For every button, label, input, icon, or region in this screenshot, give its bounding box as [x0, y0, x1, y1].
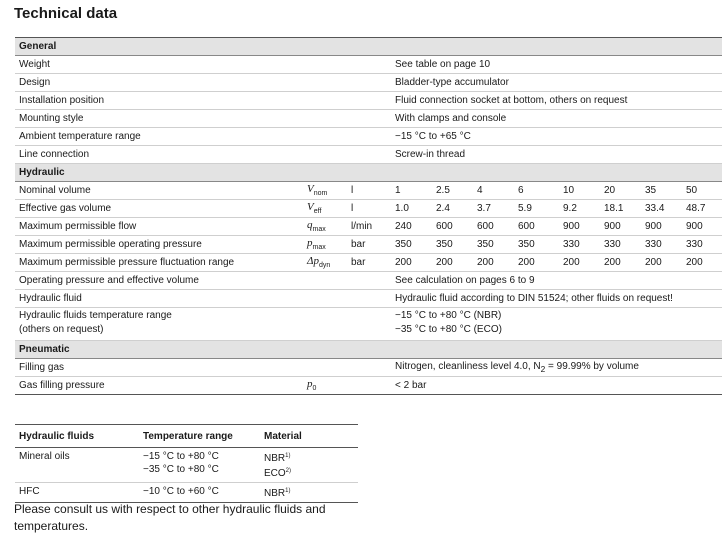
symbol-letter: p [307, 237, 313, 250]
material-name: NBR [264, 488, 286, 499]
row-label: Weight [15, 56, 391, 74]
row-label: Maximum permissible operating pressure [15, 236, 303, 254]
filling-gas-row [15, 359, 722, 377]
volume-value: 200 [600, 254, 641, 272]
row-label: Hydraulic fluid [15, 290, 391, 308]
volume-value: 35 [641, 182, 682, 200]
row-value: < 2 bar [391, 377, 722, 395]
symbol-subscript: eff [313, 208, 322, 216]
fluid-temp: −10 °C to +60 °C [139, 483, 260, 503]
volume-value: 200 [559, 254, 600, 272]
volume-value: 900 [559, 218, 600, 236]
symbol-subscript: 0 [312, 385, 317, 393]
section-row-hydraulic [15, 164, 722, 182]
row-label: Mounting style [15, 110, 391, 128]
row-label: Operating pressure and effective volume [15, 272, 391, 290]
row-value: Fluid connection socket at bottom, others on request [391, 92, 722, 110]
hydraulic-fluid-row [15, 290, 722, 308]
symbol-letter: Δp [307, 255, 319, 268]
fluid-material [260, 483, 358, 503]
fluids-header-material: Material [260, 425, 358, 448]
volume-value: 330 [600, 236, 641, 254]
unit: l [347, 182, 391, 200]
hydraulic-row [15, 254, 722, 272]
fluid-name: HFC [15, 483, 139, 503]
row-value [391, 359, 722, 377]
row-value: −15 °C to +65 °C [391, 128, 722, 146]
fluid-temp [139, 448, 260, 483]
unit: bar [347, 254, 391, 272]
volume-value: 200 [432, 254, 473, 272]
volume-value: 330 [682, 236, 722, 254]
volume-value: 200 [514, 254, 559, 272]
page-title: Technical data [14, 5, 118, 22]
hydraulic-row [15, 218, 722, 236]
general-row [15, 74, 722, 92]
volume-value: 9.2 [559, 200, 600, 218]
gas-text: = 99.99% by volume [545, 361, 639, 372]
hydraulic-fluids-table [15, 424, 358, 503]
row-label: Maximum permissible flow [15, 218, 303, 236]
row-label: Installation position [15, 92, 391, 110]
row-label: Nominal volume [15, 182, 303, 200]
volume-value: 330 [641, 236, 682, 254]
unit [347, 377, 391, 395]
symbol-letter: p [307, 378, 313, 391]
fluids-header-fluid: Hydraulic fluids [15, 425, 139, 448]
volume-value: 350 [514, 236, 559, 254]
symbol-subscript: dyn [318, 262, 331, 270]
symbol-letter: V [307, 183, 314, 196]
unit: bar [347, 236, 391, 254]
row-label: Effective gas volume [15, 200, 303, 218]
unit: l/min [347, 218, 391, 236]
volume-value: 600 [473, 218, 514, 236]
volume-value: 6 [514, 182, 559, 200]
general-row [15, 146, 722, 164]
fluids-row-mineral [15, 448, 358, 483]
fluids-header-row [15, 425, 358, 448]
label-line: (others on request) [19, 324, 104, 335]
volume-value: 900 [600, 218, 641, 236]
volume-value: 3.7 [473, 200, 514, 218]
volume-value: 240 [391, 218, 432, 236]
row-label: Filling gas [15, 359, 391, 377]
volume-value: 900 [641, 218, 682, 236]
section-row-general [15, 38, 722, 56]
volume-value: 200 [641, 254, 682, 272]
row-label: Gas filling pressure [15, 377, 303, 395]
unit: l [347, 200, 391, 218]
operating-pressure-row [15, 272, 722, 290]
general-row [15, 110, 722, 128]
fluids-header-temp: Temperature range [139, 425, 260, 448]
general-row [15, 56, 722, 74]
symbol [303, 218, 347, 236]
gas-pressure-row [15, 377, 722, 395]
volume-value: 20 [600, 182, 641, 200]
hydraulic-row [15, 200, 722, 218]
symbol-subscript: nom [313, 190, 328, 198]
volume-value: 5.9 [514, 200, 559, 218]
fluid-name: Mineral oils [15, 448, 139, 483]
gas-subscript: 2 [540, 364, 546, 374]
section-heading: General [15, 38, 722, 56]
row-value: See table on page 10 [391, 56, 722, 74]
volume-value: 48.7 [682, 200, 722, 218]
volume-value: 350 [473, 236, 514, 254]
fluid-temp-line: −15 °C to +80 °C [143, 451, 219, 462]
volume-value: 330 [559, 236, 600, 254]
volume-value: 2.4 [432, 200, 473, 218]
volume-value: 600 [432, 218, 473, 236]
symbol [303, 200, 347, 218]
volume-value: 50 [682, 182, 722, 200]
gas-text: Nitrogen, cleanliness level 4.0, N [395, 361, 541, 372]
volume-value: 2.5 [432, 182, 473, 200]
fluids-row-hfc [15, 483, 358, 503]
row-value [391, 308, 722, 341]
row-value: Bladder-type accumulator [391, 74, 722, 92]
volume-value: 1 [391, 182, 432, 200]
material-line [264, 450, 358, 465]
volume-value: 350 [432, 236, 473, 254]
fluid-material [260, 448, 358, 483]
row-label: Maximum permissible pressure fluctuation range [15, 254, 303, 272]
section-row-pneumatic [15, 341, 722, 359]
volume-value: 1.0 [391, 200, 432, 218]
row-label [15, 308, 391, 341]
row-value: See calculation on pages 6 to 9 [391, 272, 722, 290]
volume-value: 200 [473, 254, 514, 272]
symbol [303, 236, 347, 254]
fluid-temperature-row [15, 308, 722, 341]
volume-value: 18.1 [600, 200, 641, 218]
value-line: −35 °C to +80 °C (ECO) [395, 324, 502, 335]
fluid-temp-line: −35 °C to +80 °C [143, 464, 219, 475]
technical-data-table [15, 37, 722, 395]
section-heading: Hydraulic [15, 164, 722, 182]
label-line: Hydraulic fluids temperature range [19, 310, 172, 321]
volume-value: 4 [473, 182, 514, 200]
volume-value: 600 [514, 218, 559, 236]
general-row [15, 128, 722, 146]
row-value: Screw-in thread [391, 146, 722, 164]
row-value: Hydraulic fluid according to DIN 51524; other fluids on request! [391, 290, 722, 308]
footnote-mark: 2) [285, 468, 292, 474]
symbol-subscript: max [312, 244, 326, 252]
material-name: NBR [264, 453, 286, 464]
value-line: −15 °C to +80 °C (NBR) [395, 310, 502, 321]
row-label: Ambient temperature range [15, 128, 391, 146]
section-heading: Pneumatic [15, 341, 722, 359]
volume-value: 200 [682, 254, 722, 272]
hydraulic-row [15, 236, 722, 254]
general-row [15, 92, 722, 110]
symbol [303, 377, 347, 395]
row-value: With clamps and console [391, 110, 722, 128]
row-label: Line connection [15, 146, 391, 164]
symbol-subscript: max [312, 226, 326, 234]
volume-value: 350 [391, 236, 432, 254]
material-line [264, 465, 358, 480]
volume-value: 33.4 [641, 200, 682, 218]
footnote-mark: 1) [285, 488, 291, 494]
symbol-letter: V [307, 201, 314, 214]
symbol [303, 182, 347, 200]
row-label: Design [15, 74, 391, 92]
volume-value: 200 [391, 254, 432, 272]
volume-value: 10 [559, 182, 600, 200]
material-name: ECO [264, 468, 286, 479]
symbol-letter: q [307, 219, 313, 232]
consult-note: Please consult us with respect to other hydraulic fluids and temperatures. [14, 502, 326, 533]
footnote-mark: 1) [285, 453, 291, 459]
symbol [303, 254, 347, 272]
volume-value: 900 [682, 218, 722, 236]
hydraulic-row [15, 182, 722, 200]
